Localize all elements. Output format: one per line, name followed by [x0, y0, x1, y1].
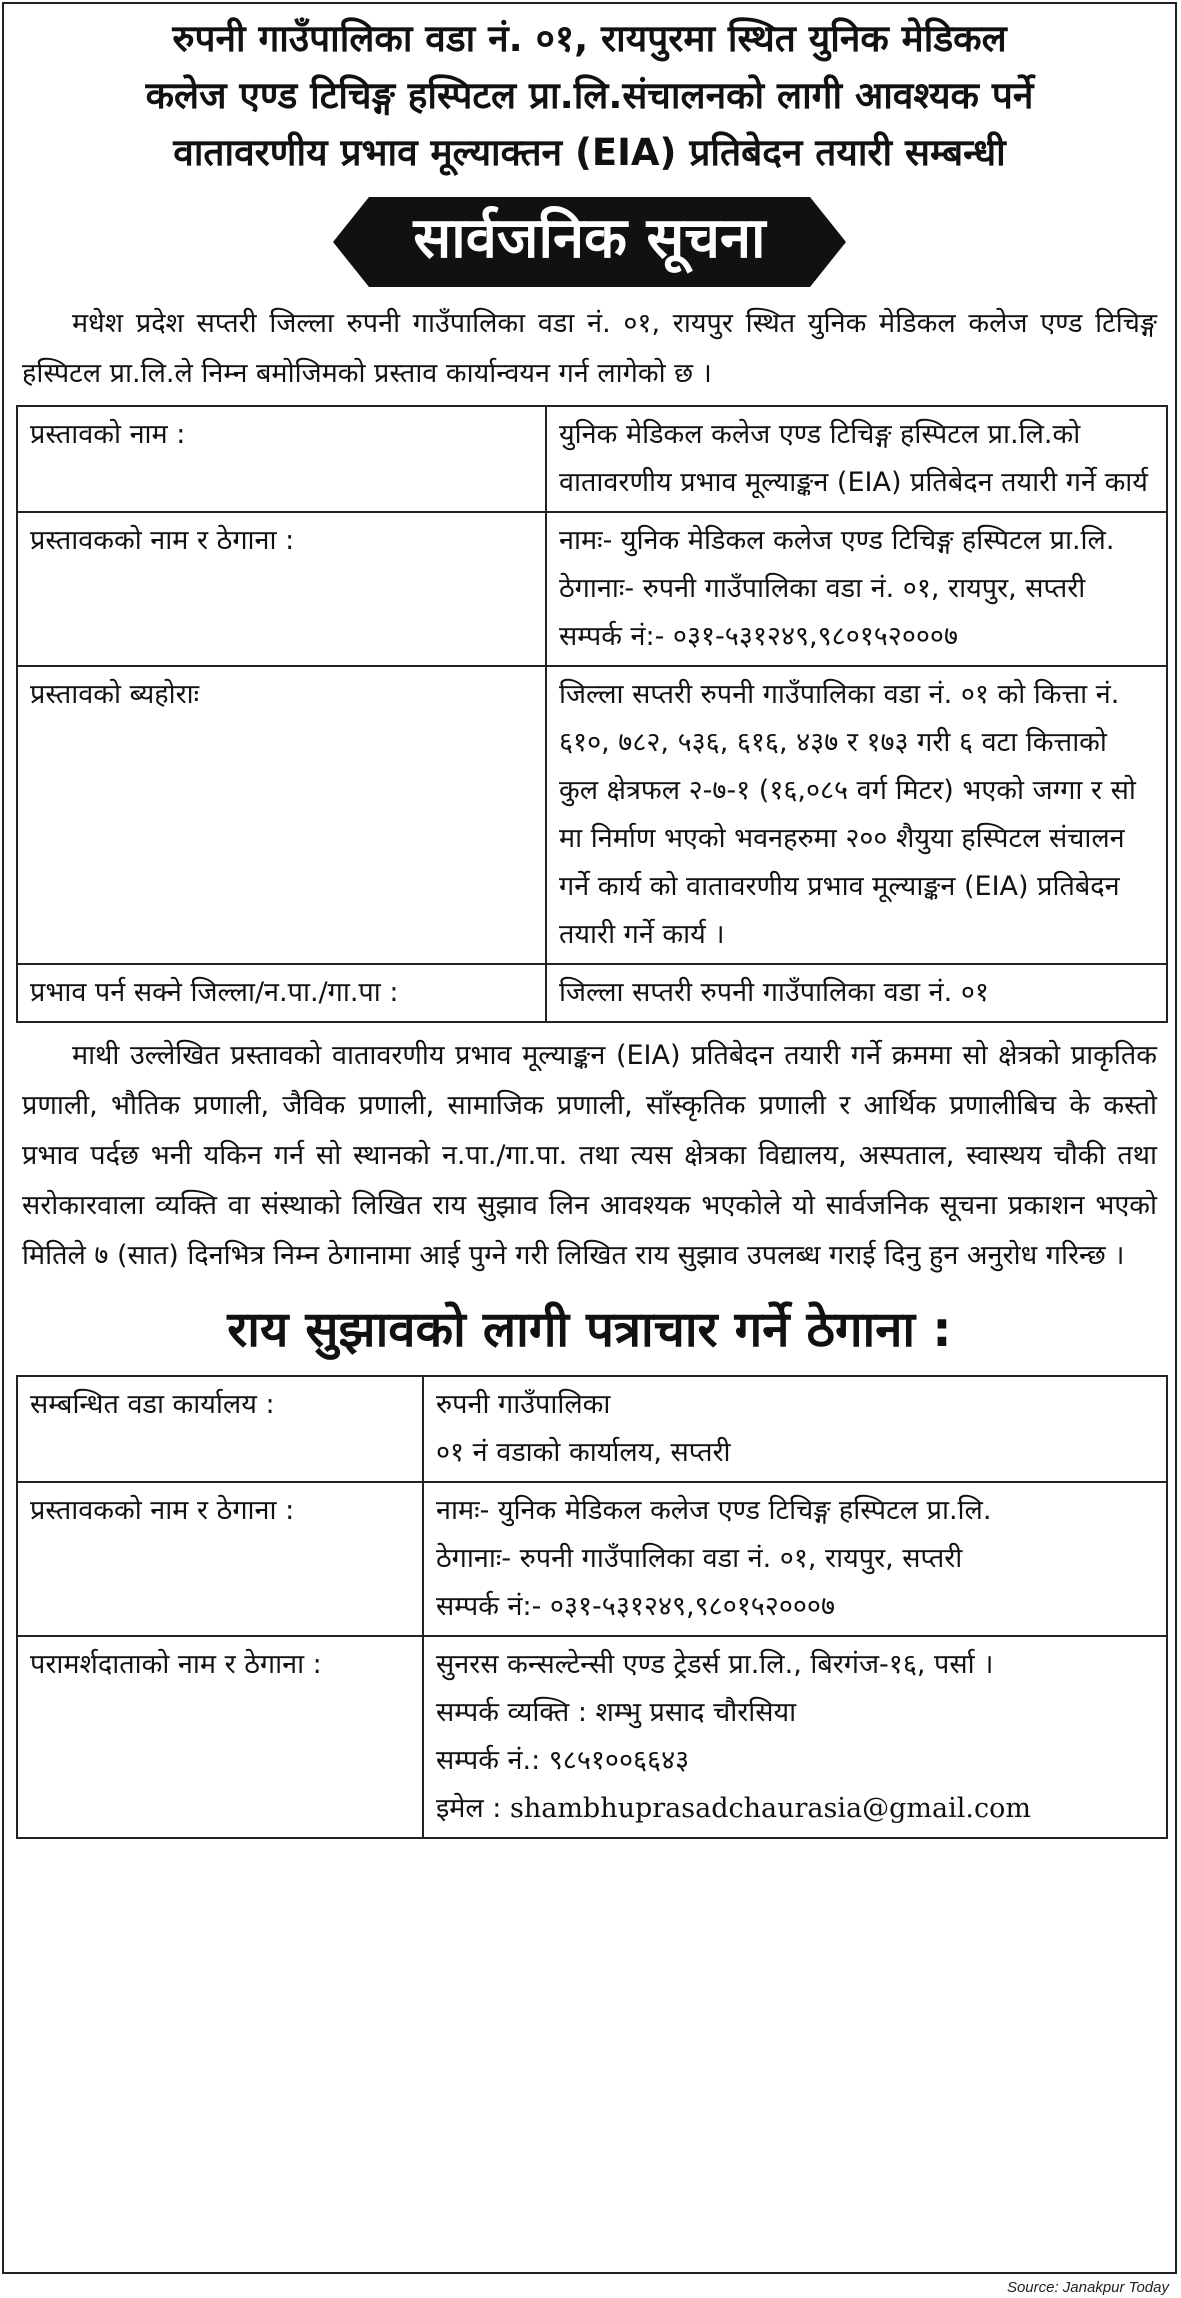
- public-notice: [2, 2, 1177, 2274]
- table-row: [17, 1482, 1167, 1636]
- email-line: [436, 1785, 1154, 1833]
- row-value: नामः- युनिक मेडिकल कलेज एण्ड टिचिङ्ग हस्पिटल प्रा.लि. ठेगानाः- रुपनी गाउँपालिका वडा नं. ०१, रायपुर, सप्तरी सम्पर्क नं:- ०३१-५३१२४९,९८०१५२०००७: [423, 1482, 1167, 1636]
- row-value: जिल्ला सप्तरी रुपनी गाउँपालिका वडा नं. ०१ को कित्ता नं. ६१०, ७८२, ५३६, ६१६, ४३७ र १७३ गरी ६ वटा कित्ताको कुल क्षेत्रफल २-७-१ (१६,०८५ वर्ग मिटर) भएको जग्गा र सो मा निर्माण भएको भवनहरुमा २०० शैयुया हस्पिटल संचालन गर्ने कार्य को वातावरणीय प्रभाव मूल्याङ्कन (EIA) प्रतिबेदन तयारी गर्ने कार्य ।: [546, 666, 1167, 964]
- table-row: [17, 1636, 1167, 1838]
- row-label: प्रस्तावकको नाम र ठेगाना :: [17, 1482, 423, 1636]
- correspondence-heading: राय सुझावको लागी पत्राचार गर्ने ठेगाना :: [227, 1301, 952, 1358]
- correspondence-table: [16, 1375, 1168, 1839]
- row-value: नामः- युनिक मेडिकल कलेज एण्ड टिचिङ्ग हस्पिटल प्रा.लि. ठेगानाः- रुपनी गाउँपालिका वडा नं. ०१, रायपुर, सप्तरी सम्पर्क नं:- ०३१-५३१२४९,९८०१५२०००७: [546, 512, 1167, 666]
- email-label: इमेल :: [436, 1793, 502, 1824]
- row-label: सम्बन्धित वडा कार्यालय :: [17, 1376, 423, 1482]
- source-credit: Source: Janakpur Today: [1006, 2279, 1169, 2296]
- header-line-3: वातावरणीय प्रभाव मूल्याक्तन (EIA) प्रतिबेदन तयारी सम्बन्धी: [173, 131, 1006, 174]
- header-line-2: कलेज एण्ड टिचिङ्ग हस्पिटल प्रा.लि.संचालनको लागी आवश्यक पर्ने: [145, 74, 1034, 117]
- proposal-table: [16, 405, 1168, 1023]
- row-label: प्रस्तावको ब्यहोराः: [17, 666, 546, 964]
- body-paragraph: [4, 1031, 1175, 1281]
- table-row: [17, 1376, 1167, 1482]
- row-value: रुपनी गाउँपालिका ०१ नं वडाको कार्यालय, सप्तरी: [423, 1376, 1167, 1482]
- row-value: सुनरस कन्सल्टेन्सी एण्ड ट्रेडर्स प्रा.लि., बिरगंज-१६, पर्सा । सम्पर्क व्यक्ति : शम्भु प्रसाद चौरसिया सम्पर्क नं.: ९८५१००६६४३ इमेल : shambhuprasadchaurasia@gmail.com: [423, 1636, 1167, 1838]
- table-row: [17, 964, 1167, 1022]
- table-row: [17, 512, 1167, 666]
- intro-paragraph: [4, 299, 1175, 399]
- body-text: माथी उल्लेखित प्रस्तावको वातावरणीय प्रभाव मूल्याङ्कन (EIA) प्रतिबेदन तयारी गर्ने क्रममा सो क्षेत्रको प्राकृतिक प्रणाली, भौतिक प्रणाली, जैविक प्रणाली, सामाजिक प्रणाली, साँस्कृतिक प्रणाली र आर्थिक प्रणालीबिच के कस्तो प्रभाव पर्दछ भनी यकिन गर्न सो स्थानको न.पा./गा.पा. तथा त्यस क्षेत्रका विद्यालय, अस्पताल, स्वास्थय चौकी तथा सरोकारवाला व्यक्ति वा संस्थाको लिखित राय सुझाव लिन आवश्यक भएकोले यो सार्वजनिक सूचना प्रकाशन भएको मितिले ७ (सात) दिनभित्र निम्न ठेगानामा आई पुग्ने गरी लिखित राय सुझाव उपलब्ध गराई दिनु हुन अनुरोध गरिन्छ ।: [22, 1040, 1157, 1271]
- intro-text: मधेश प्रदेश सप्तरी जिल्ला रुपनी गाउँपालिका वडा नं. ०१, रायपुर स्थित युनिक मेडिकल कलेज एण्ड टिचिङ्ग हस्पिटल प्रा.लि.ले निम्न बमोजिमको प्रस्ताव कार्यान्वयन गर्न लागेको छ ।: [22, 308, 1157, 389]
- row-label: परामर्शदाताको नाम र ठेगाना :: [17, 1636, 423, 1838]
- table-row: [17, 666, 1167, 964]
- notice-title-banner: सार्वजनिक सूचना: [369, 197, 809, 287]
- email-address: shambhuprasadchaurasia@gmail.com: [509, 1793, 1031, 1824]
- row-label: प्रस्तावकको नाम र ठेगाना :: [17, 512, 546, 666]
- banner-wrap: [4, 197, 1175, 289]
- notice-header: [4, 4, 1175, 181]
- row-value: युनिक मेडिकल कलेज एण्ड टिचिङ्ग हस्पिटल प्रा.लि.को वातावरणीय प्रभाव मूल्याङ्कन (EIA) प्रतिबेदन तयारी गर्ने कार्य: [546, 406, 1167, 512]
- row-label: प्रस्तावको नाम :: [17, 406, 546, 512]
- row-value: जिल्ला सप्तरी रुपनी गाउँपालिका वडा नं. ०१: [546, 964, 1167, 1022]
- table-row: [17, 406, 1167, 512]
- row-label: प्रभाव पर्न सक्ने जिल्ला/न.पा./गा.पा :: [17, 964, 546, 1022]
- header-line-1: रुपनी गाउँपालिका वडा नं. ०१, रायपुरमा स्थित युनिक मेडिकल: [172, 17, 1007, 60]
